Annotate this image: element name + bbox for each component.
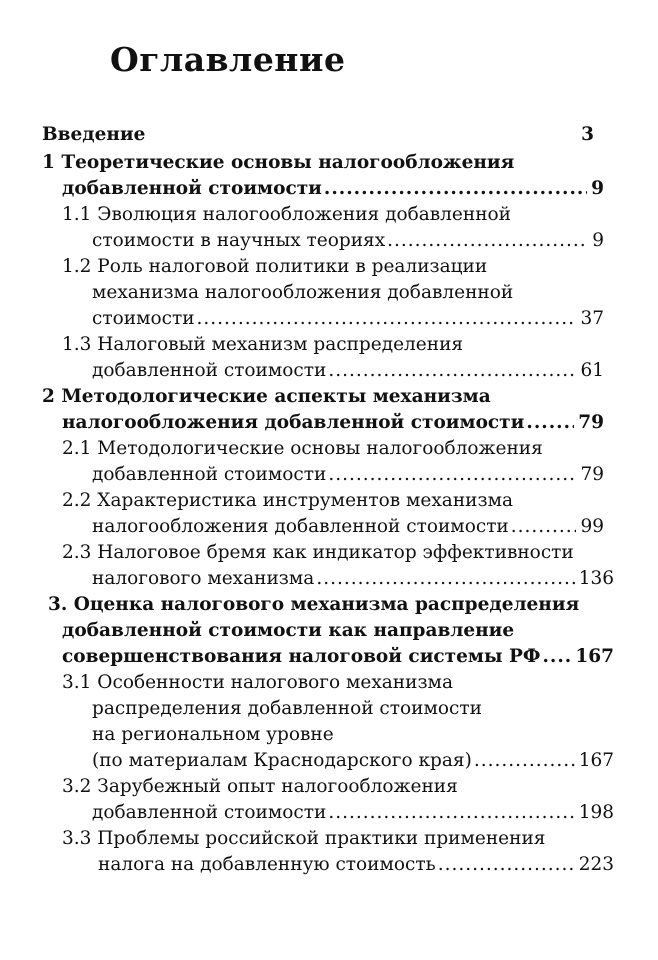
toc-entry-label: 3.2 Зарубежный опыт налогообложения [62, 776, 458, 797]
toc-entry-label: 3.1 Особенности налогового механизма [62, 672, 453, 693]
toc-entry-section-2-3 [62, 540, 574, 566]
toc-leader-dots [542, 644, 571, 670]
toc-entry-section-2-2 [62, 488, 513, 514]
toc-entry-label: налогового механизма [92, 568, 315, 589]
toc-entry-label: добавленной стоимости [92, 464, 327, 485]
toc-entry-label: налогообложения добавленной стоимости [62, 412, 525, 433]
toc-page-number: 167 [578, 750, 614, 771]
toc-page-number: 37 [580, 308, 604, 329]
toc-page-number: 61 [580, 360, 604, 381]
toc-entry-chapter-2 [42, 384, 491, 410]
toc-leader-dots [316, 566, 574, 592]
toc-entry-chapter-3 [48, 592, 579, 644]
toc-entry-label: 2.1 Методологические основы налогообложения [62, 438, 543, 459]
toc-entry-label: добавленной стоимости как направление [62, 620, 515, 641]
page-title: Оглавление [110, 40, 346, 79]
toc-entry-section-3-3 [62, 826, 545, 852]
toc-entry-label: налога на добавленную стоимость [98, 854, 436, 875]
toc-entry-label: 2 Методологические аспекты механизма [42, 386, 491, 407]
toc-entry-label: механизма налогообложения добавленной [92, 282, 514, 303]
toc-entry-label: 1 Теоретические основы налогообложения [42, 152, 515, 173]
toc-entry-label: добавленной стоимости [62, 178, 322, 199]
toc-entry-section-3-1 [62, 670, 482, 748]
toc-entry-chapter-3-cont [62, 644, 614, 670]
toc-entry-label: распределения добавленной стоимости [92, 698, 482, 719]
toc-entry-label: стоимости [92, 308, 195, 329]
toc-entry-section-1-3-cont [92, 358, 604, 384]
toc-entry-chapter-2-cont [62, 410, 604, 436]
toc-entry-label: совершенствования налоговой системы РФ [62, 646, 541, 667]
toc-page-number: 136 [578, 568, 614, 589]
toc-entry-label: налогообложения добавленной стоимости [92, 516, 509, 537]
toc-entry-label: добавленной стоимости [92, 360, 327, 381]
toc-entry-section-1-3 [62, 332, 463, 358]
toc-entry-section-1-1 [62, 202, 511, 228]
toc-entry-label: 3.3 Проблемы российской практики применения [62, 828, 546, 849]
toc-page-number: 223 [578, 854, 614, 875]
toc-entry-section-3-3-cont [98, 852, 614, 878]
toc-entry-label: Введение [42, 124, 146, 145]
toc-leader-dots [438, 852, 575, 878]
toc-leader-dots [387, 228, 588, 254]
toc-entry-label: 1.2 Роль налоговой политики в реализации [62, 256, 488, 277]
toc-entry-label: 1.3 Налоговый механизм распределения [62, 334, 464, 355]
toc-leader-dots [328, 462, 576, 488]
toc-page-number: 9 [592, 230, 604, 251]
toc-entry-label: 2.2 Характеристика инструментов механизма [62, 490, 513, 511]
toc-entry-section-2-1 [62, 436, 543, 462]
toc-page-number: 99 [580, 516, 604, 537]
toc-entry-chapter-1-cont [62, 176, 604, 202]
toc-leader-dots [526, 410, 574, 436]
toc-leader-dots [474, 748, 575, 774]
toc-page-number: 79 [578, 412, 604, 433]
toc-page-number: 167 [575, 646, 614, 667]
toc-page-number: 79 [580, 464, 604, 485]
toc-entry-intro [42, 122, 594, 148]
toc-leader-dots [197, 306, 577, 332]
toc-leader-dots [328, 358, 576, 384]
toc-entry-label: на региональном уровне [92, 724, 334, 745]
toc-entry-section-3-2 [62, 774, 458, 800]
toc-entry-label: (по материалам Краснодарского края) [92, 750, 472, 771]
toc-leader-dots [511, 514, 577, 540]
toc-page-number: 198 [578, 802, 614, 823]
toc-entry-section-2-2-cont [92, 514, 604, 540]
toc-page-number: 9 [591, 178, 604, 199]
toc-entry-label: 3. Оценка налогового механизма распределения [48, 594, 580, 615]
toc-entry-chapter-1 [42, 150, 514, 176]
toc-entry-label: 2.3 Налоговое бремя как индикатор эффективности [62, 542, 574, 563]
toc-entry-label: стоимости в научных теориях [92, 230, 386, 251]
toc-entry-section-3-1-cont [92, 748, 614, 774]
toc-entry-section-1-2 [62, 254, 513, 306]
toc-entry-section-3-2-cont [92, 800, 614, 826]
toc-page-number: 3 [581, 124, 594, 145]
toc-entry-label: добавленной стоимости [92, 802, 327, 823]
toc-leader-dots [324, 176, 587, 202]
toc-entry-label: 1.1 Эволюция налогообложения добавленной [62, 204, 512, 225]
toc-entry-section-2-3-cont [92, 566, 614, 592]
toc-entry-section-1-2-cont [92, 306, 604, 332]
toc-entry-section-1-1-cont [92, 228, 604, 254]
toc-entry-section-2-1-cont [92, 462, 604, 488]
toc-leader-dots [328, 800, 574, 826]
